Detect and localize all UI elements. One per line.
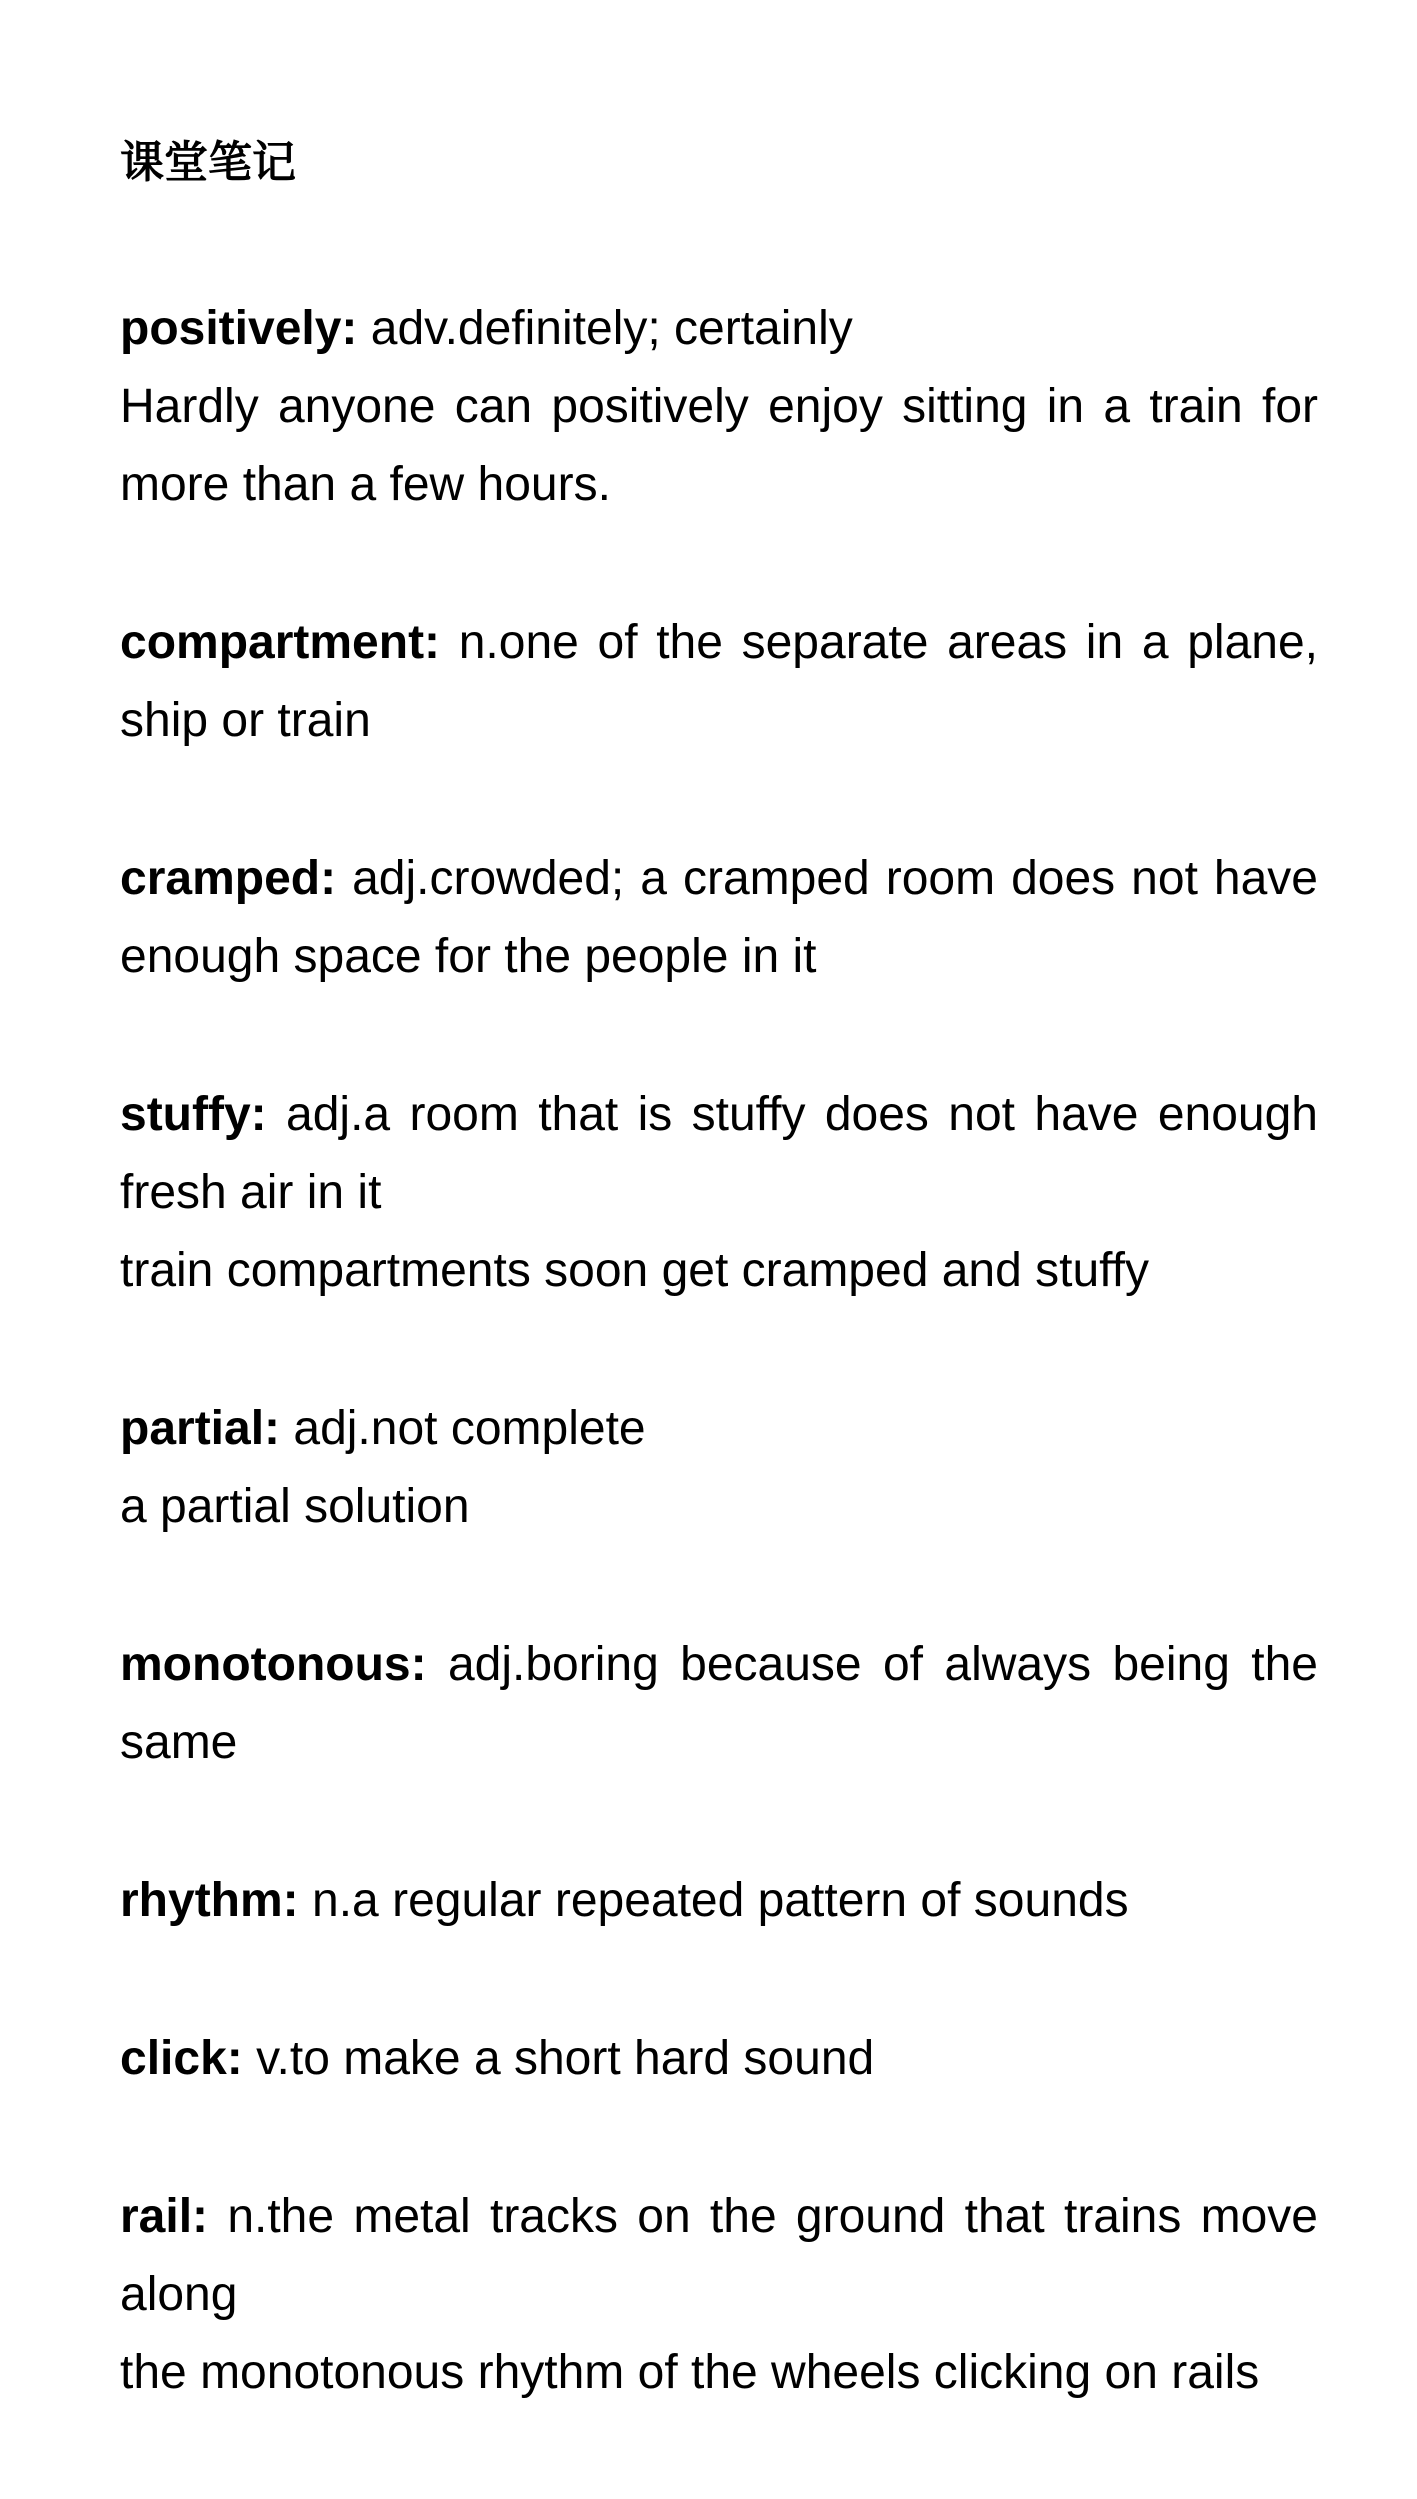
vocab-definition: adj.not complete [293, 1402, 646, 1455]
vocab-definition: n.one of the separate areas in a plane, ship or train [120, 616, 1318, 747]
vocab-term: positively: [120, 302, 358, 355]
vocab-entry [120, 290, 1318, 524]
vocab-term: rail: [120, 2190, 209, 2243]
vocab-example: the monotonous rhythm of the wheels clicking on rails [120, 2346, 1260, 2399]
vocab-definition: adv.definitely; certainly [370, 302, 853, 355]
vocab-entry [120, 1076, 1318, 1310]
vocab-entry [120, 1626, 1318, 1782]
vocab-term: click: [120, 2032, 243, 2085]
vocab-definition: adj.boring because of always being the same [120, 1638, 1318, 1769]
vocab-term: compartment: [120, 616, 441, 669]
vocab-term: cramped: [120, 852, 337, 905]
vocab-entry [120, 1390, 1318, 1546]
vocab-entry [120, 1862, 1318, 1940]
vocab-example: train compartments soon get cramped and stuffy [120, 1244, 1149, 1297]
vocab-term: stuffy: [120, 1088, 267, 1141]
vocab-definition: n.the metal tracks on the ground that trains move along [120, 2190, 1318, 2321]
vocab-definition: v.to make a short hard sound [256, 2032, 875, 2085]
vocab-example: a partial solution [120, 1480, 470, 1533]
vocab-definition: adj.a room that is stuffy does not have enough fresh air in it [120, 1088, 1319, 1219]
vocab-list [120, 290, 1318, 2412]
vocab-entry [120, 840, 1318, 996]
vocab-term: monotonous: [120, 1638, 427, 1691]
vocab-definition: n.a regular repeated pattern of sounds [312, 1874, 1129, 1927]
vocab-entry [120, 604, 1318, 760]
vocab-example: Hardly anyone can positively enjoy sitting in a train for more than a few hours. [120, 380, 1318, 511]
vocab-entry [120, 2020, 1318, 2098]
vocab-term: partial: [120, 1402, 281, 1455]
vocab-entry [120, 2178, 1318, 2412]
vocab-definition: adj.crowded; a cramped room does not have enough space for the people in it [120, 852, 1318, 983]
vocab-term: rhythm: [120, 1874, 299, 1927]
page-title: 课堂笔记 [120, 138, 296, 187]
